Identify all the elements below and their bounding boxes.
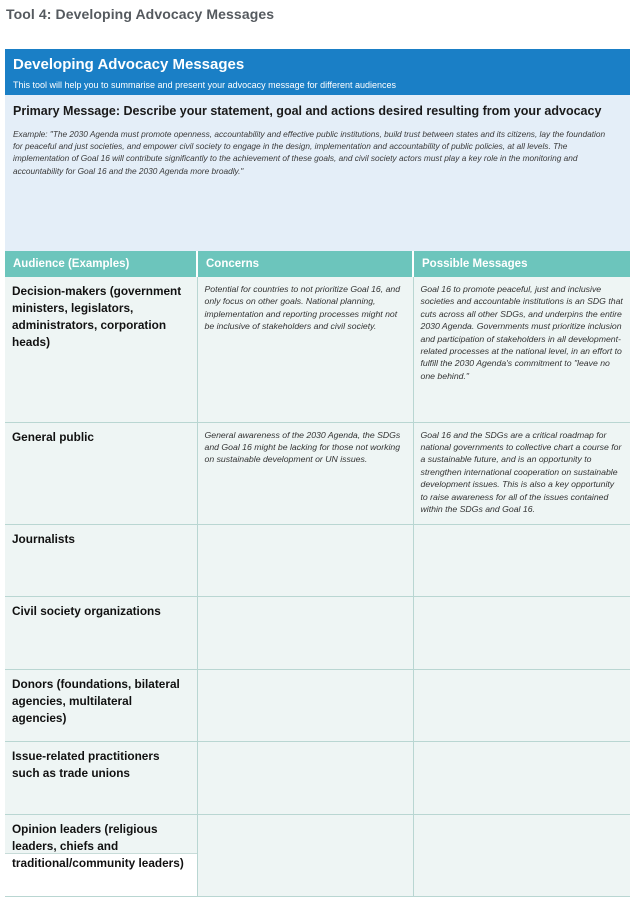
concerns-cell[interactable]: General awareness of the 2030 Agenda, the SDGs and Goal 16 might be lacking for those not working on sustainable development or UN issues.: [197, 422, 413, 524]
concerns-cell[interactable]: Potential for countries to not prioritize Goal 16, and only focus on other goals. National planning, implementation and reporting processes might not be inclusive of stakeholders and civil society.: [197, 277, 413, 422]
tool-title: Tool 4: Developing Advocacy Messages: [6, 6, 275, 22]
primary-message-heading: Primary Message: Describe your statement, goal and actions desired resulting from your advocacy: [13, 104, 602, 118]
audience-cell: Issue-related practitioners such as trade unions: [5, 741, 197, 814]
table-row: [5, 422, 630, 524]
table-row: [5, 277, 630, 422]
table-row: [5, 814, 630, 896]
table-row: [5, 741, 630, 814]
banner: [5, 49, 630, 95]
messages-cell[interactable]: [413, 596, 630, 669]
table-row: [5, 524, 630, 596]
primary-message-example: Example: "The 2030 Agenda must promote openness, accountability and effective public institutions, build trust between states and its citizens, lay the foundation for peaceful and just societies, and empower civil society to engage in the design, implementation and accountability of public policies, at all levels. The implementation of Goal 16 will contribute significantly to the achievement of these goals, and civil society actors must play a key role in the monitoring and accountability for Goal 16 and the 2030 Agenda more broadly.": [13, 129, 606, 176]
messages-cell[interactable]: [413, 741, 630, 814]
audience-cell: Opinion leaders (religious leaders, chiefs and traditional/community leaders): [5, 814, 197, 896]
messages-cell[interactable]: Goal 16 and the SDGs are a critical roadmap for national governments to collective chart a course for a sustainable future, and is an opportunity to strengthen international cooperation on sustainable development issues. This is also a key opportunity to raise awareness for all of the issues contained within the SDGs and Goal 16.: [413, 422, 630, 524]
audience-table: [5, 251, 630, 897]
audience-cell: General public: [5, 422, 197, 524]
concerns-cell[interactable]: [197, 814, 413, 896]
messages-cell[interactable]: [413, 814, 630, 896]
concerns-cell[interactable]: [197, 669, 413, 741]
primary-message-section: [5, 95, 630, 251]
header-messages: Possible Messages: [413, 251, 630, 277]
messages-cell[interactable]: [413, 524, 630, 596]
banner-subtitle: This tool will help you to summarise and present your advocacy message for different audiences: [13, 80, 397, 90]
audience-cell: Decision-makers (government ministers, legislators, administrators, corporation heads): [5, 277, 197, 422]
messages-cell[interactable]: [413, 669, 630, 741]
messages-cell[interactable]: Goal 16 to promote peaceful, just and inclusive societies and accountable institutions is an SDG that cuts across all other SDGs, and underpins the entire 2030 Agenda. Governments must prioritize inclusion and participation of stakeholders in all development-related processes at the national level, in an effort to fulfill the 2030 Agenda's commitment to "leave no one behind.": [413, 277, 630, 422]
concerns-cell[interactable]: [197, 524, 413, 596]
audience-cell: Journalists: [5, 524, 197, 596]
table-header-row: [5, 251, 630, 277]
table-row: [5, 669, 630, 741]
concerns-cell[interactable]: [197, 741, 413, 814]
header-concerns: Concerns: [197, 251, 413, 277]
header-audience: Audience (Examples): [5, 251, 197, 277]
table-row: [5, 596, 630, 669]
audience-cell: Donors (foundations, bilateral agencies, multilateral agencies): [5, 669, 197, 741]
banner-title: Developing Advocacy Messages: [13, 56, 245, 73]
advocacy-tool-card: [5, 49, 630, 870]
concerns-cell[interactable]: [197, 596, 413, 669]
audience-cell: Civil society organizations: [5, 596, 197, 669]
